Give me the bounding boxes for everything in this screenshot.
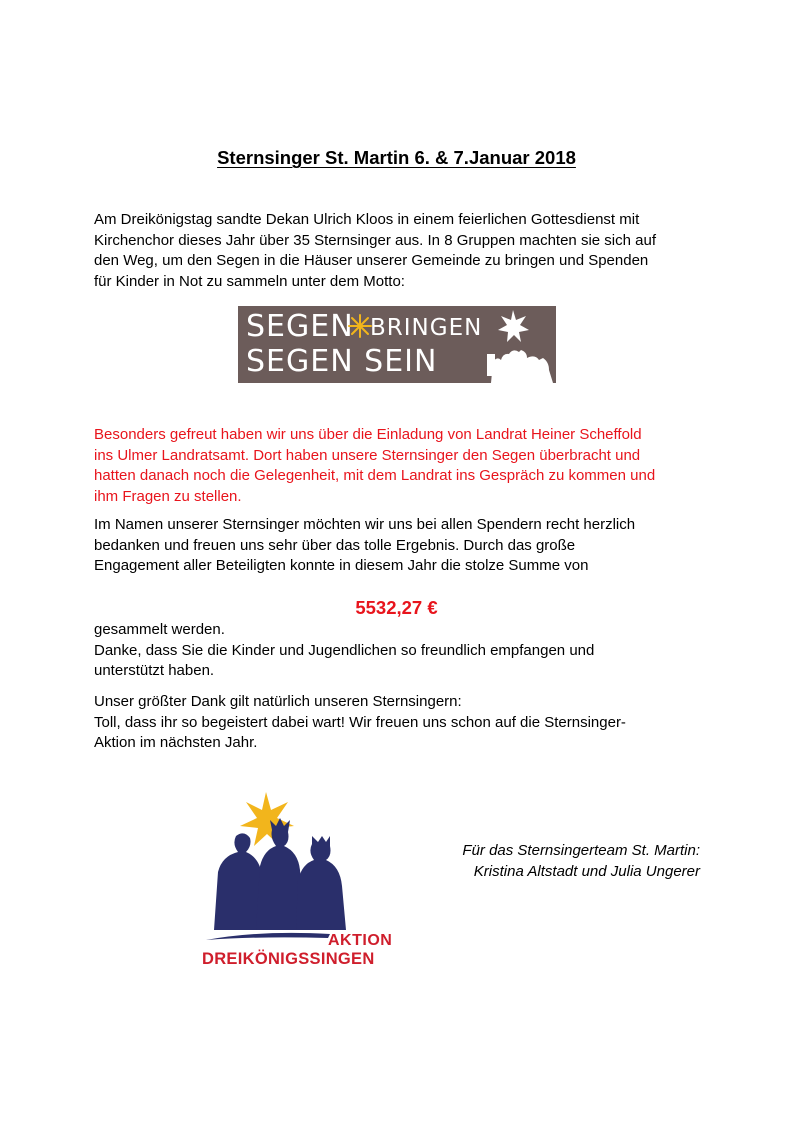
aktion-dreikoenigssingen-logo: [200, 790, 410, 980]
thanks-paragraph: [94, 515, 734, 577]
text-line: gesammelt werden.: [94, 621, 225, 638]
signature-names: Kristina Altstadt und Julia Ungerer: [473, 862, 700, 880]
page-title: Sternsinger St. Martin 6. & 7.Januar 2018: [217, 147, 576, 168]
text-line: Unser größter Dank gilt natürlich unseren Sternsingern:: [94, 693, 462, 710]
logo-word-aktion: AKTION: [328, 932, 393, 949]
text-line: Besonders gefreut haben wir uns über die Einladung von Landrat Heiner Scheffold: [94, 426, 642, 443]
logo-word-segen-sein: SEGEN SEIN: [246, 344, 438, 379]
logo-word-bringen: BRINGEN: [370, 315, 483, 341]
closing-paragraph: [94, 692, 734, 754]
text-line: unterstützt haben.: [94, 662, 215, 679]
text-line: ins Ulmer Landratsamt. Dort haben unsere Sternsinger den Segen überbracht und: [94, 446, 641, 464]
highlight-paragraph: [94, 425, 734, 507]
text-line: hatten danach noch die Gelegenheit, mit dem Landrat ins Gespräch zu kommen und: [94, 467, 656, 484]
text-line: Danke, dass Sie die Kinder und Jugendlichen so freundlich empfangen und: [94, 641, 595, 659]
signature-line: Für das Sternsingerteam St. Martin:: [462, 842, 700, 859]
logo-word-segen: SEGEN: [246, 309, 354, 344]
logo-word-dreikoenigssingen: DREIKÖNIGSSINGEN: [202, 950, 375, 968]
text-line: für Kinder in Not zu sammeln unter dem Motto:: [94, 272, 405, 290]
intro-paragraph: [94, 210, 734, 292]
text-line: bedanken und freuen uns sehr über das tolle Ergebnis. Durch das große: [94, 536, 576, 554]
text-line: den Weg, um den Segen in die Häuser unserer Gemeinde zu bringen und Spenden: [94, 252, 649, 269]
after-amount-paragraph: [94, 620, 734, 682]
signature-block: [462, 841, 700, 882]
segen-bringen-logo: [238, 306, 556, 383]
text-line: ihm Fragen zu stellen.: [94, 487, 242, 505]
text-line: Aktion im nächsten Jahr.: [94, 734, 258, 751]
star-singers-silhouette-icon: [483, 308, 555, 383]
donation-amount: 5532,27 €: [355, 597, 438, 618]
text-line: Toll, dass ihr so begeistert dabei wart! Wir freuen uns schon auf die Sternsinger-: [94, 713, 626, 731]
text-line: Im Namen unserer Sternsinger möchten wir uns bei allen Spendern recht herzlich: [94, 516, 636, 533]
three-kings-icon: [200, 790, 410, 940]
text-line: Engagement aller Beteiligten konnte in diesem Jahr die stolze Summe von: [94, 557, 589, 574]
text-line: Am Dreikönigstag sandte Dekan Ulrich Kloos in einem feierlichen Gottesdienst mit: [94, 211, 640, 228]
text-line: Kirchenchor dieses Jahr über 35 Sternsinger aus. In 8 Gruppen machten sie sich auf: [94, 231, 656, 249]
sparkle-icon: [348, 314, 372, 338]
